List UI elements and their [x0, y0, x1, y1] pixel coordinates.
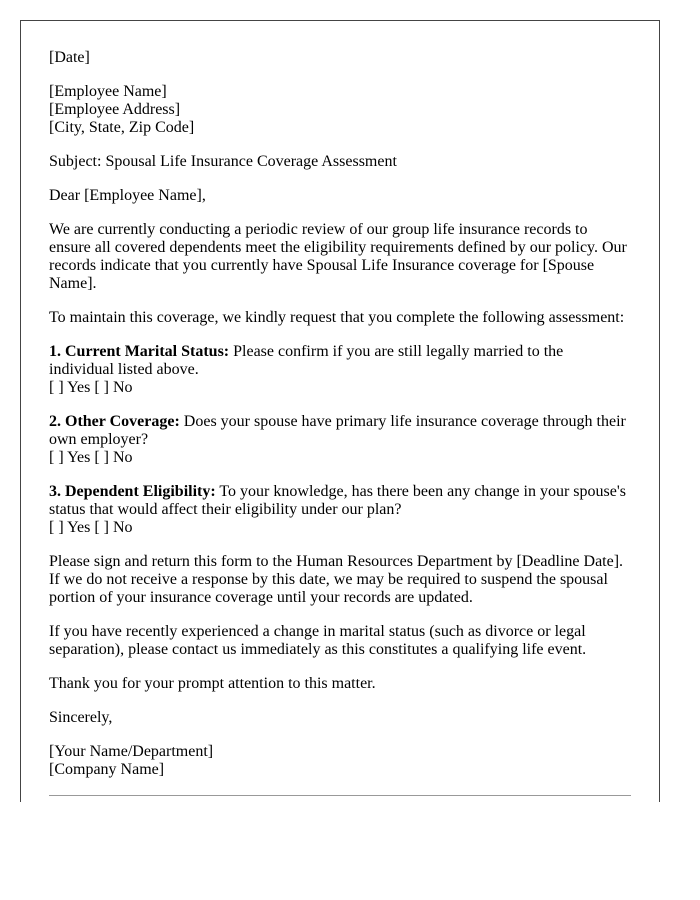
question-1 — [49, 343, 631, 397]
letter-date: [Date] — [49, 49, 90, 66]
change-notice: If you have recently experienced a change in marital status (such as divorce or legal separation), please contact us immediately as this constitutes a qualifying life event. — [49, 623, 587, 658]
recipient-name: [Employee Name] — [49, 83, 167, 100]
recipient-city-state-zip: [City, State, Zip Code] — [49, 119, 195, 136]
question-1-text: Please confirm if you are still legally married to the individual listed above. — [49, 343, 564, 378]
letter-page — [20, 20, 660, 802]
question-1-label: 1. Current Marital Status: — [49, 343, 230, 360]
intro-paragraph: We are currently conducting a periodic review of our group life insurance records to ensure all covered dependents meet the eligibility requirements defined by our policy. Our records indicate that you currently have Spousal Life Insurance coverage for [Spouse Name]. — [49, 221, 627, 292]
sender-company: [Company Name] — [49, 761, 165, 778]
question-1-options[interactable]: [ ] Yes [ ] No — [49, 379, 133, 396]
question-2-options[interactable]: [ ] Yes [ ] No — [49, 449, 133, 466]
recipient-address: [Employee Address] — [49, 101, 181, 118]
question-2 — [49, 413, 631, 467]
sender-name-department: [Your Name/Department] — [49, 743, 214, 760]
thanks-line: Thank you for your prompt attention to this matter. — [49, 675, 376, 692]
question-2-text: Does your spouse have primary life insurance coverage through their own employer? — [49, 413, 626, 448]
question-3-text: To your knowledge, has there been any change in your spouse's status that would affect their eligibility under our plan? — [49, 483, 626, 518]
signature-block — [49, 743, 631, 779]
recipient-block — [49, 83, 631, 137]
question-2-label: 2. Other Coverage: — [49, 413, 180, 430]
question-3-options[interactable]: [ ] Yes [ ] No — [49, 519, 133, 536]
closing: Sincerely, — [49, 709, 113, 726]
question-3 — [49, 483, 631, 537]
salutation: Dear [Employee Name], — [49, 187, 206, 204]
return-instructions: Please sign and return this form to the Human Resources Department by [Deadline Date]. If we do not receive a response by this date, we may be required to suspend the spousal portion of your insurance coverage until your records are updated. — [49, 553, 624, 606]
request-paragraph: To maintain this coverage, we kindly request that you complete the following assessment: — [49, 309, 625, 326]
subject-line: Subject: Spousal Life Insurance Coverage Assessment — [49, 153, 397, 170]
footer-divider — [49, 795, 631, 796]
question-3-label: 3. Dependent Eligibility: — [49, 483, 216, 500]
